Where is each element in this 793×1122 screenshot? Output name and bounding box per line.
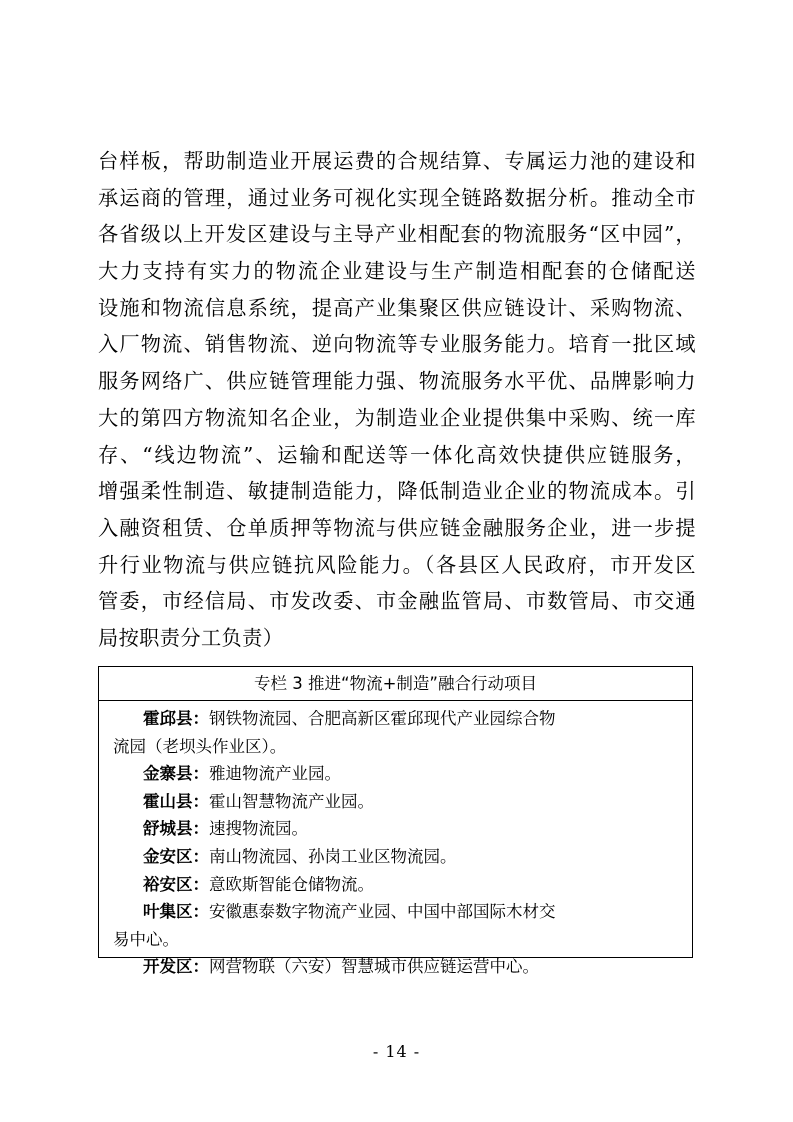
paragraph-line: 入厂物流、销售物流、逆向物流等专业服务能力。培育一批区域 — [98, 332, 696, 357]
paragraph-line: 大的第四方物流知名企业，为制造业企业提供集中采购、统一库 — [98, 405, 696, 430]
project-entry — [113, 760, 682, 788]
project-text: 速搜物流园。 — [209, 819, 308, 839]
project-text: 意欧斯智能仓储物流。 — [209, 874, 374, 894]
body-paragraph — [98, 143, 696, 657]
project-text-continuation: 易中心。 — [113, 929, 179, 949]
project-entry — [113, 815, 682, 843]
box-title: 专栏 3 推进“物流+制造”融合行动项目 — [99, 667, 692, 701]
county-label: 金安区： — [143, 846, 209, 866]
paragraph-line: 管委，市经信局、市发改委、市金融监管局、市数管局、市交通 — [98, 589, 696, 614]
paragraph-line: 设施和物流信息系统，提高产业集聚区供应链设计、采购物流、 — [98, 295, 696, 320]
county-label: 金寨县： — [143, 764, 209, 784]
project-column-box — [98, 666, 693, 977]
project-entry — [113, 705, 682, 733]
paragraph-line: 入融资租赁、仓单质押等物流与供应链金融服务企业，进一步提 — [98, 515, 696, 540]
project-entry — [113, 788, 682, 816]
project-entry — [113, 953, 682, 981]
paragraph-line: 大力支持有实力的物流企业建设与生产制造相配套的仓储配送 — [98, 259, 696, 284]
paragraph-line: 增强柔性制造、敏捷制造能力，降低制造业企业的物流成本。引 — [98, 479, 696, 504]
paragraph-line: 存、“线边物流”、运输和配送等一体化高效快捷供应链服务， — [98, 442, 696, 467]
box-entries — [99, 701, 692, 981]
county-label: 开发区： — [143, 957, 209, 977]
paragraph-line: 服务网络广、供应链管理能力强、物流服务水平优、品牌影响力 — [98, 369, 696, 394]
county-label: 舒城县： — [143, 819, 209, 839]
paragraph-line: 升行业物流与供应链抗风险能力。（各县区人民政府，市开发区 — [98, 552, 696, 577]
county-label: 叶集区： — [143, 902, 209, 922]
project-entry — [113, 871, 682, 899]
project-entry — [113, 898, 682, 926]
project-text: 霍山智慧物流产业园。 — [209, 791, 374, 811]
paragraph-line: 各省级以上开发区建设与主导产业相配套的物流服务“区中园”， — [98, 222, 696, 247]
project-text: 网营物联（六安）智慧城市供应链运营中心。 — [209, 957, 539, 977]
county-label: 裕安区： — [143, 874, 209, 894]
county-label: 霍邱县： — [143, 709, 209, 728]
page-number: - 14 - — [372, 1042, 421, 1061]
paragraph-line: 台样板，帮助制造业开展运费的合规结算、专属运力池的建设和 — [98, 149, 696, 173]
paragraph-line: 局按职责分工负责） — [98, 625, 284, 650]
county-label: 霍山县： — [143, 791, 209, 811]
project-text: 钢铁物流园、合肥高新区霍邱现代产业园综合物 — [209, 709, 556, 728]
paragraph-line: 承运商的管理，通过业务可视化实现全链路数据分析。推动全市 — [98, 185, 696, 210]
project-text: 雅迪物流产业园。 — [209, 764, 341, 784]
project-text: 南山物流园、孙岗工业区物流园。 — [209, 846, 457, 866]
project-entry — [113, 843, 682, 871]
project-text: 安徽惠泰数字物流产业园、中国中部国际木材交 — [209, 902, 556, 922]
project-text-continuation: 流园（老坝头作业区）。 — [113, 736, 287, 756]
